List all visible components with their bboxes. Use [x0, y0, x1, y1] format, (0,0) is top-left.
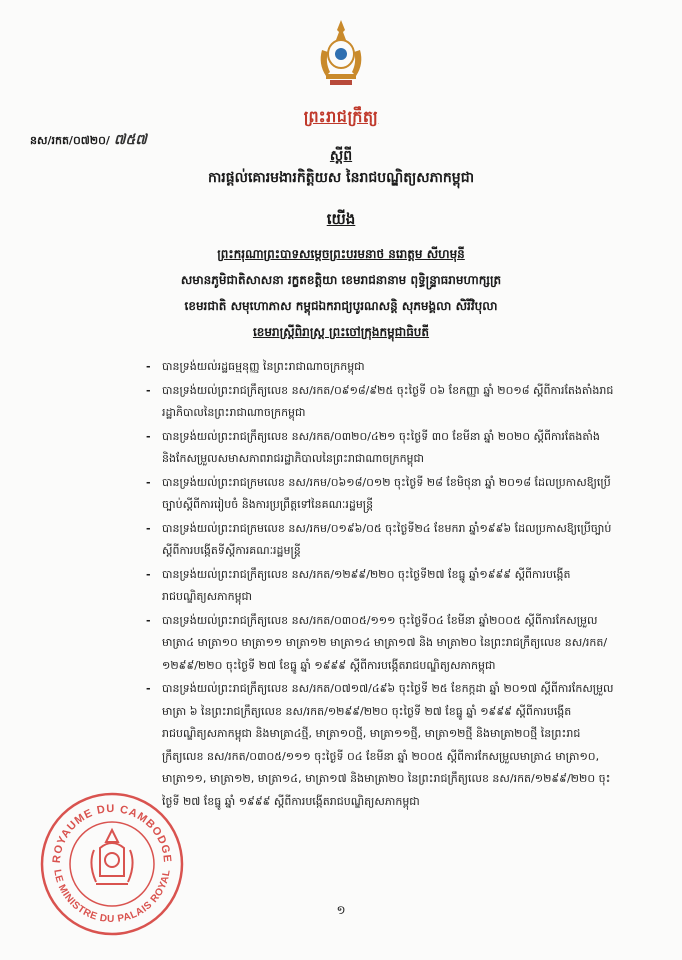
- list-item: - បានទ្រង់យល់ព្រះរាជក្រឹត្យលេខ នស/រកត/១២៩៩/២២០ ចុះថ្ងៃទី២៧ ខែធ្នូ ឆ្នាំ១៩៩៩ ស្តីពីការបង្កើតរាជបណ្ឌិត្យសភាកម្ពុជា: [148, 564, 618, 609]
- royal-emblem-icon: [314, 18, 368, 88]
- list-item: - បានទ្រង់យល់ព្រះរាជក្រឹត្យលេខ នស/រកត/០៣០៥/១១១ ចុះថ្ងៃទី០៤ ខែមីនា ឆ្នាំ២០០៥ ស្តីពីការកែសម្រួលមាត្រា៤ មាត្រា១០ មាត្រា១១ មាត្រា១២ មាត្រា១៤ មាត្រា១៧ និង មាត្រា២០ នៃព្រះរាជក្រឹត្យលេខ នស/រកត/១២៩៩/២២០ ចុះថ្ងៃទី ២៧ ខែធ្នូ ឆ្នាំ ១៩៩៩ ស្តីពីការបង្កើតរាជបណ្ឌិត្យសភាកម្ពុជា: [148, 610, 618, 678]
- reference-printed: នស/រកត/០៧២០/: [30, 134, 110, 147]
- list-item: - បានទ្រង់យល់ព្រះរាជក្រមលេខ នស/រកម/០៦១៨/០១២ ចុះថ្ងៃទី ២៨ ខែមិថុនា ឆ្នាំ ២០១៨ ដែលប្រកាសឱ្យប្រើច្បាប់ស្តីពីការរៀបចំ និងការប្រព្រឹត្តទៅនៃគណៈរដ្ឋមន្ត្រី: [148, 472, 618, 517]
- we-label: យើង: [326, 210, 356, 228]
- page-number: ១: [336, 903, 346, 917]
- decree-title: ការផ្តល់គោរមងារកិត្តិយស នៃរាជបណ្ឌិត្យសភាកម្ពុជា: [207, 170, 475, 186]
- list-item: - បានទ្រង់យល់ព្រះរាជក្រឹត្យលេខ នស/រកត/០៧១៧/៤៩៦ ចុះថ្ងៃទី ២៥ ខែកក្កដា ឆ្នាំ ២០១៧ ស្តីពីការកែសម្រួលមាត្រា ៦ នៃព្រះរាជក្រឹត្យលេខ នស/រកត/១២៩៩/២២០ ចុះថ្ងៃទី ២៧ ខែធ្នូ ឆ្នាំ ១៩៩៩ ស្តីពីការបង្កើតរាជបណ្ឌិត្យសភាកម្ពុជា និងមាត្រា៤ថ្មី, មាត្រា១០ថ្មី, មាត្រា១១ថ្មី, មាត្រា១២ថ្មី និងមាត្រា២០ថ្មី នៃព្រះរាជក្រឹត្យលេខ នស/រកត/០៣០៥/១១១ ចុះថ្ងៃទី ០៤ ខែមីនា ឆ្នាំ ២០០៥ ស្តីពីការកែសម្រួលមាត្រា៤ មាត្រា១០, មាត្រា១១, មាត្រា១២, មាត្រា១៤, មាត្រា១៧ និងមាត្រា២០ នៃព្រះរាជក្រឹត្យលេខ នស/រកត/១២៩៩/២២០ ចុះថ្ងៃទី ២៧ ខែធ្នូ ឆ្នាំ ១៩៩៩ ស្តីពីការបង្កើតរាជបណ្ឌិត្យសភាកម្ពុជា: [148, 678, 618, 813]
- seal-top-text: ROYAUME DU CAMBODGE: [50, 802, 174, 864]
- about-label: ស្តីពី: [329, 148, 353, 164]
- reference-handwritten: ៧៥៧: [113, 132, 147, 148]
- list-item: - បានទ្រង់យល់ព្រះរាជក្រមលេខ នស/រកម/០១៩៦/០៥ ចុះថ្ងៃទី២៤ ខែមករា ឆ្នាំ១៩៩៦ ដែលប្រកាសឱ្យប្រើច្បាប់ស្តីពីការបង្កើតទីស្តីការគណៈរដ្ឋមន្ត្រី: [148, 518, 618, 563]
- list-item: - បានទ្រង់យល់ព្រះរាជក្រឹត្យលេខ នស/រកត/០៩១៨/៩២៥ ចុះថ្ងៃទី ០៦ ខែកញ្ញា ឆ្នាំ ២០១៨ ស្តីពីការតែងតាំងរាជរដ្ឋាភិបាលនៃព្រះរាជាណាចក្រកម្ពុជា: [148, 380, 618, 425]
- seal-bottom-text: LE MINISTRE DU PALAIS ROYAL: [51, 868, 173, 926]
- list-item: - បានទ្រង់យល់ព្រះរាជក្រឹត្យលេខ នស/រកត/០៣២០/៤២១ ចុះថ្ងៃទី ៣០ ខែមីនា ឆ្នាំ ២០២០ ស្តីពីការតែងតាំង និងកែសម្រួលសមាសភាពរាជរដ្ឋាភិបាលនៃព្រះរាជាណាចក្រកម្ពុជា: [148, 426, 618, 471]
- royal-title-line: ខេមរជាតិ សមុហោភាស កម្ពុជឯករាជ្យបូរណសន្តិ សុភមង្គលា សិរីវិបុលា: [184, 299, 498, 313]
- royal-title-line: ព្រះករុណាព្រះបាទសម្តេចព្រះបរមនាថ នរោត្តម សីហមុនី: [217, 247, 465, 261]
- list-item: - បានទ្រង់យល់រដ្ឋធម្មនុញ្ញ នៃព្រះរាជាណាចក្រកម្ពុជា: [148, 356, 618, 379]
- document-type-heading: ព្រះរាជក្រឹត្យ: [303, 107, 379, 126]
- royal-title-line: ខេមរាស្ត្រីពិរាស្ត្រ ព្រះចៅក្រុងកម្ពុជាធិបតី: [252, 325, 430, 339]
- royal-title-line: សមានភូមិជាតិសាសនា រក្ខតខត្តិយា ខេមរាជនានាម ពុទ្ធិន្ទ្រាធរាមហាក្សត្រ: [180, 273, 502, 287]
- considerations-list: [148, 356, 618, 814]
- svg-text:ROYAUME DU CAMBODGE: [51, 803, 173, 864]
